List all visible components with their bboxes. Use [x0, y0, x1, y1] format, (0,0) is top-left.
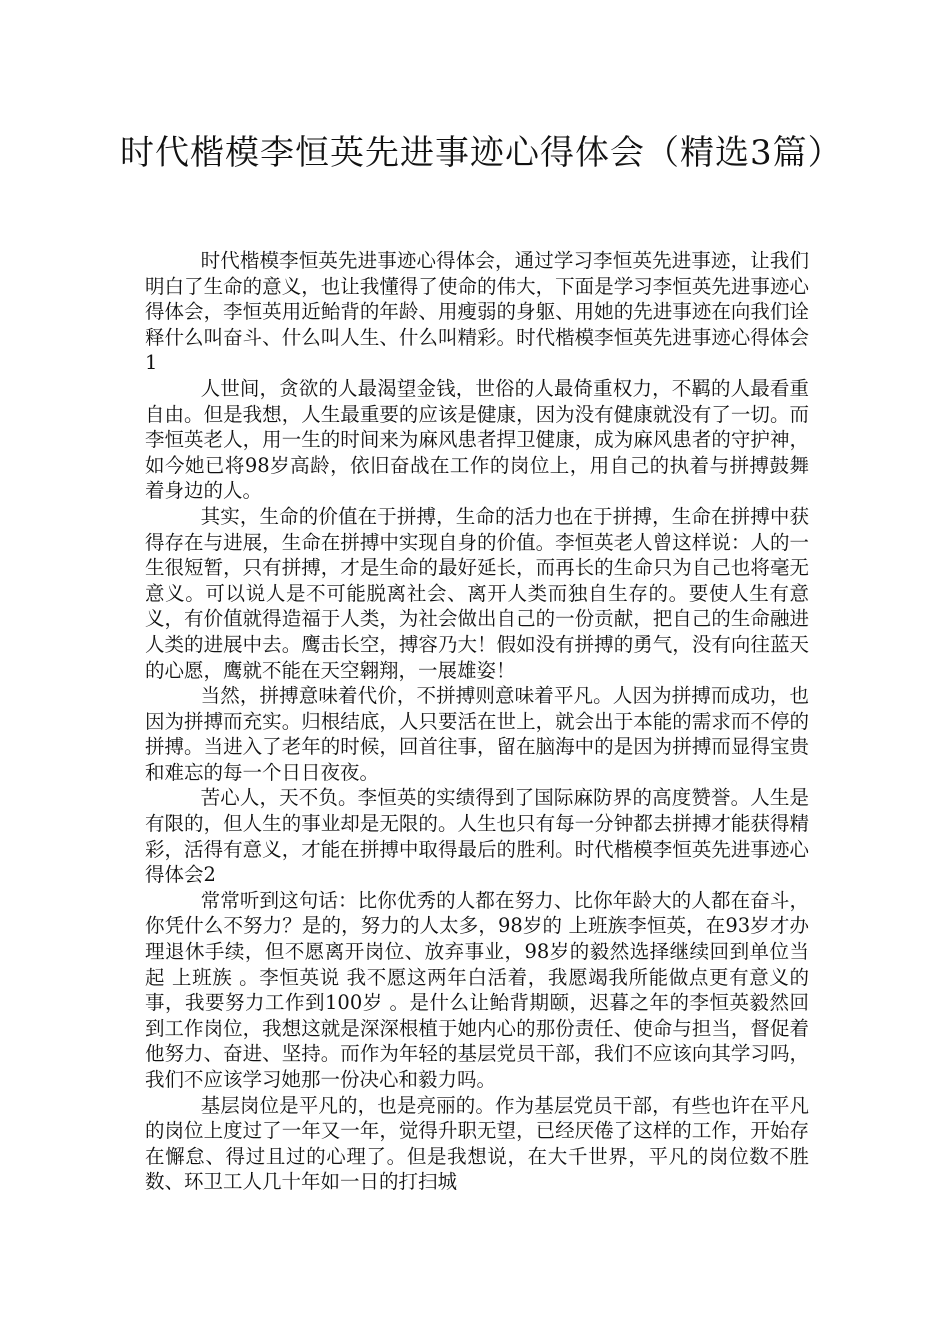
paragraph-effort: 常常听到这句话：比你优秀的人都在努力、比你年龄大的人都在奋斗，你凭什么不努力？是的，努力的人太多，98岁的 上班族李恒英，在93岁才办理退休手续，但不愿离开岗位、放弃事业，98岁的毅然选择继续回到单位当起 上班族 。李恒英说 我不愿这两年白活着，我愿竭我所能做点更有意义的事，我要努力工作到100岁 。是什么让鲐背期颐，迟暮之年的李恒英毅然回到工作岗位，我想这就是深深根植于她内心的那份责任、使命与担当，督促着他努力、奋进、坚持。而作为年轻的基层党员干部，我们不应该向其学习吗，我们不应该学习她那一份决心和毅力吗。 — [145, 888, 809, 1091]
paragraph-grassroots: 基层岗位是平凡的，也是亮丽的。作为基层党员干部，有些也许在平凡的岗位上度过了一年又一年，觉得升职无望，已经厌倦了这样的工作，开始存在懈怠、得过且过的心理了。但是我想说，在大千世界，平凡的岗位数不胜数、环卫工人几十年如一日的打扫城 — [145, 1093, 809, 1194]
document-title: 时代楷模李恒英先进事迹心得体会（精选3篇） — [120, 133, 843, 173]
paragraph-intro: 时代楷模李恒英先进事迹心得体会，通过学习李恒英先进事迹，让我们明白了生命的意义，也让我懂得了使命的伟大，下面是学习李恒英先进事迹心得体会，李恒英用近鲐背的年龄、用瘦弱的身躯、用她的先进事迹在向我们诠释什么叫奋斗、什么叫人生、什么叫精彩。时代楷模李恒英先进事迹心得体会1 — [145, 249, 809, 375]
paragraph-value-of-life: 其实，生命的价值在于拼搏，生命的活力也在于拼搏，生命在拼搏中获得存在与进展，生命在拼搏中实现自身的价值。李恒英老人曾这样说：人的一生很短暂，只有拼搏，才是生命的最好延长，而再长的生命只为自己也将毫无意义。可以说人是不可能脱离社会、离开人类而独自生存的。要使人生有意义，有价值就得造福于人类，为社会做出自己的一份贡献，把自己的生命融进人类的进展中去。鹰击长空，搏容乃大！假如没有拼搏的勇气，没有向往蓝天的心愿，鹰就不能在天空翱翔，一展雄姿！ — [145, 504, 809, 682]
paragraph-cost-of-striving: 当然，拼搏意味着代价，不拼搏则意味着平凡。人因为拼搏而成功，也因为拼搏而充实。归根结底，人只要活在世上，就会出于本能的需求而不停的拼搏。当进入了老年的时候，回首往事，留在脑海中的是因为拼搏而显得宝贵和难忘的每一个日日夜夜。 — [145, 684, 809, 784]
paragraph-health: 人世间，贪欲的人最渴望金钱，世俗的人最倚重权力，不羁的人最看重自由。但是我想，人生最重要的应该是健康，因为没有健康就没有了一切。而李恒英老人，用一生的时间来为麻风患者捍卫健康，成为麻风患者的守护神，如今她已将98岁高龄，依旧奋战在工作的岗位上，用自己的执着与拼搏鼓舞着身边的人。 — [145, 376, 809, 503]
paragraph-recognition: 苦心人，天不负。李恒英的实绩得到了国际麻防界的高度赞誉。人生是有限的，但人生的事业却是无限的。人生也只有每一分钟都去拼搏才能获得精彩，活得有意义，才能在拼搏中取得最后的胜利。时代楷模李恒英先进事迹心得体会2 — [145, 786, 809, 887]
document-body — [145, 248, 809, 1195]
